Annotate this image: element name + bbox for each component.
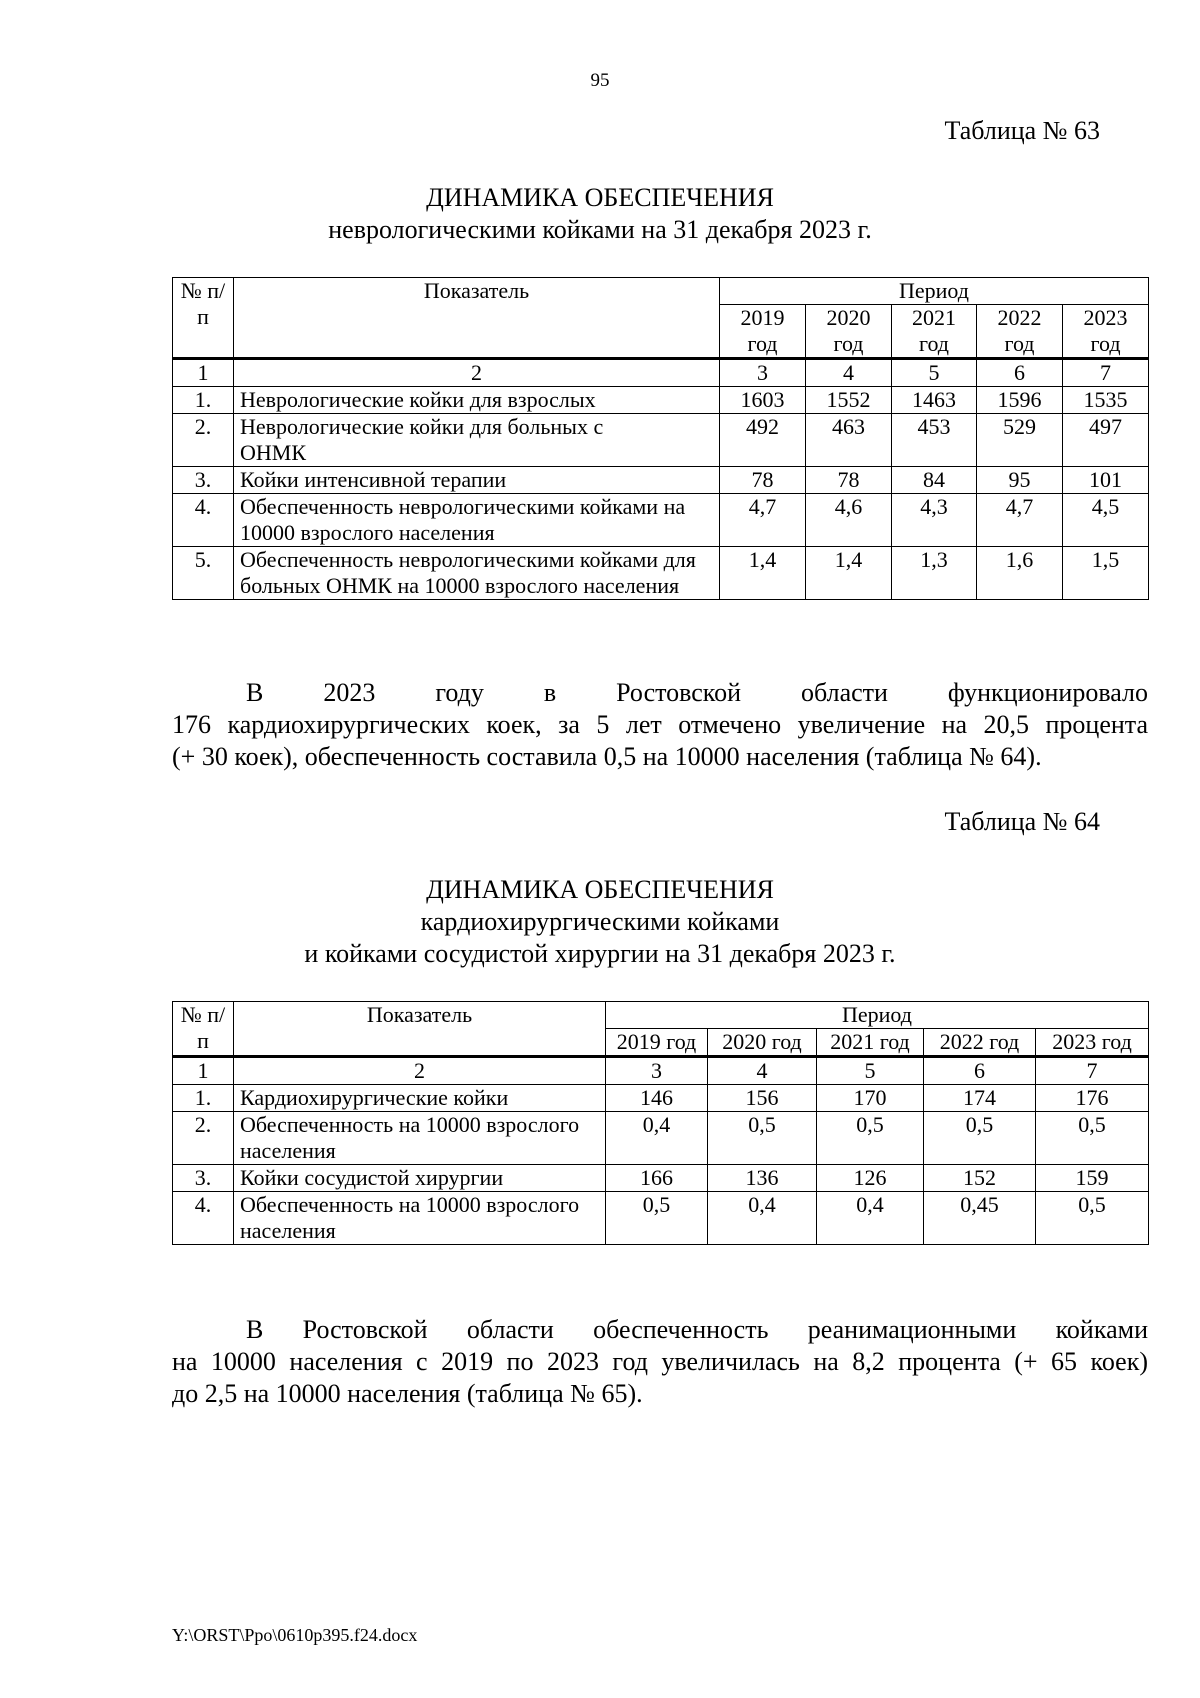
row-value: 0,5 (924, 1112, 1036, 1165)
table-header-row (173, 278, 1149, 305)
row-indicator: Неврологические койки для больных с ОНМК (234, 414, 720, 467)
header-num: № п/п (173, 1002, 234, 1057)
row-value: 170 (817, 1085, 924, 1112)
header-year: 2020 год (806, 305, 892, 359)
column-number: 1 (173, 359, 234, 387)
row-value: 1,4 (806, 547, 892, 600)
table-63-title: ДИНАМИКА ОБЕСПЕЧЕНИЯ (426, 183, 774, 212)
column-number: 4 (806, 359, 892, 387)
row-value: 0,4 (817, 1192, 924, 1245)
table-64-title: ДИНАМИКА ОБЕСПЕЧЕНИЯ (426, 875, 774, 904)
row-value: 126 (817, 1165, 924, 1192)
paragraph-line: В Ростовской области обеспеченность реанимационными койками (246, 1315, 1148, 1344)
row-value: 159 (1036, 1165, 1149, 1192)
header-year: 2019 год (720, 305, 806, 359)
row-value: 0,5 (1036, 1112, 1149, 1165)
header-year: 2021 год (892, 305, 977, 359)
row-indicator: Кардиохирургические койки (234, 1085, 606, 1112)
row-indicator: Обеспеченность неврологическими койками на 10000 взрослого населения (234, 494, 720, 547)
row-value: 136 (708, 1165, 817, 1192)
table-row (173, 387, 1149, 414)
paragraph-cardio-beds (172, 677, 1148, 773)
row-value: 101 (1063, 467, 1149, 494)
row-number: 5. (173, 547, 234, 600)
row-value: 1596 (977, 387, 1063, 414)
table-row (173, 1085, 1149, 1112)
table-header-row (173, 1002, 1149, 1029)
table-64 (172, 1001, 1149, 1245)
column-number-row (173, 1057, 1149, 1085)
paragraph-line: В 2023 году в Ростовской области функционировало (246, 678, 1148, 707)
row-value: 0,5 (606, 1192, 708, 1245)
row-indicator: Обеспеченность на 10000 взрослого населения (234, 1112, 606, 1165)
header-year: 2022 год (977, 305, 1063, 359)
row-number: 4. (173, 494, 234, 547)
row-value: 0,4 (708, 1192, 817, 1245)
column-number: 4 (708, 1057, 817, 1085)
row-value: 174 (924, 1085, 1036, 1112)
row-value: 78 (806, 467, 892, 494)
row-value: 156 (708, 1085, 817, 1112)
column-number: 5 (892, 359, 977, 387)
row-indicator: Койки сосудистой хирургии (234, 1165, 606, 1192)
table-64-subtitle: и койками сосудистой хирургии на 31 декабря 2023 г. (304, 939, 896, 968)
row-value: 4,6 (806, 494, 892, 547)
row-value: 1535 (1063, 387, 1149, 414)
row-value: 0,4 (606, 1112, 708, 1165)
header-indicator: Показатель (234, 278, 720, 359)
header-period: Период (720, 278, 1149, 305)
header-year: 2023 год (1036, 1029, 1149, 1057)
row-value: 0,5 (708, 1112, 817, 1165)
table-64-label: Таблица № 64 (944, 807, 1100, 836)
row-value: 453 (892, 414, 977, 467)
table-row (173, 1165, 1149, 1192)
column-number: 5 (817, 1057, 924, 1085)
row-indicator: Обеспеченность неврологическими койками для больных ОНМК на 10000 взрослого населения (234, 547, 720, 600)
row-value: 176 (1036, 1085, 1149, 1112)
row-value: 0,5 (817, 1112, 924, 1165)
column-number: 6 (977, 359, 1063, 387)
row-value: 1463 (892, 387, 977, 414)
header-indicator: Показатель (234, 1002, 606, 1057)
row-value: 152 (924, 1165, 1036, 1192)
row-number: 4. (173, 1192, 234, 1245)
row-value: 529 (977, 414, 1063, 467)
header-num: № п/п (173, 278, 234, 359)
row-indicator: Койки интенсивной терапии (234, 467, 720, 494)
row-value: 84 (892, 467, 977, 494)
row-value: 497 (1063, 414, 1149, 467)
row-value: 1552 (806, 387, 892, 414)
table-row (173, 414, 1149, 467)
paragraph-line: на 10000 населения с 2019 по 2023 год увеличилась на 8,2 процента (+ 65 коек) (172, 1347, 1148, 1376)
row-value: 1603 (720, 387, 806, 414)
row-value: 492 (720, 414, 806, 467)
row-number: 3. (173, 467, 234, 494)
row-value: 4,3 (892, 494, 977, 547)
row-value: 146 (606, 1085, 708, 1112)
page-number: 95 (590, 70, 610, 91)
row-value: 4,7 (977, 494, 1063, 547)
table-row (173, 494, 1149, 547)
row-value: 0,5 (1036, 1192, 1149, 1245)
paragraph-line: (+ 30 коек), обеспеченность составила 0,5 на 10000 населения (таблица № 64). (172, 742, 1042, 771)
column-number: 2 (234, 359, 720, 387)
column-number-row (173, 359, 1149, 387)
header-year: 2019 год (606, 1029, 708, 1057)
row-value: 1,6 (977, 547, 1063, 600)
table-63-label: Таблица № 63 (944, 116, 1100, 145)
paragraph-line: до 2,5 на 10000 населения (таблица № 65). (172, 1379, 643, 1408)
row-number: 3. (173, 1165, 234, 1192)
table-row (173, 1192, 1149, 1245)
row-indicator: Неврологические койки для взрослых (234, 387, 720, 414)
column-number: 1 (173, 1057, 234, 1085)
column-number: 2 (234, 1057, 606, 1085)
header-year: 2020 год (708, 1029, 817, 1057)
paragraph-icu-beds (172, 1314, 1148, 1410)
row-indicator: Обеспеченность на 10000 взрослого населения (234, 1192, 606, 1245)
header-period: Период (606, 1002, 1149, 1029)
table-63-subtitle: неврологическими койками на 31 декабря 2023 г. (328, 215, 872, 244)
file-path-footer: Y:\ORST\Ppo\0610p395.f24.docx (172, 1625, 418, 1645)
row-value: 4,5 (1063, 494, 1149, 547)
column-number: 6 (924, 1057, 1036, 1085)
column-number: 7 (1063, 359, 1149, 387)
row-number: 2. (173, 414, 234, 467)
table-row (173, 1112, 1149, 1165)
header-year: 2021 год (817, 1029, 924, 1057)
column-number: 3 (606, 1057, 708, 1085)
row-value: 1,5 (1063, 547, 1149, 600)
row-value: 1,3 (892, 547, 977, 600)
paragraph-line: 176 кардиохирургических коек, за 5 лет отмечено увеличение на 20,5 процента (172, 710, 1148, 739)
row-number: 1. (173, 387, 234, 414)
column-number: 7 (1036, 1057, 1149, 1085)
column-number: 3 (720, 359, 806, 387)
table-63 (172, 277, 1149, 600)
row-number: 1. (173, 1085, 234, 1112)
table-row (173, 547, 1149, 600)
row-value: 4,7 (720, 494, 806, 547)
row-value: 1,4 (720, 547, 806, 600)
row-value: 0,45 (924, 1192, 1036, 1245)
header-year: 2023 год (1063, 305, 1149, 359)
row-number: 2. (173, 1112, 234, 1165)
table-64-subtitle: кардиохирургическими койками (420, 907, 780, 936)
row-value: 78 (720, 467, 806, 494)
row-value: 166 (606, 1165, 708, 1192)
row-value: 463 (806, 414, 892, 467)
row-value: 95 (977, 467, 1063, 494)
table-row (173, 467, 1149, 494)
header-year: 2022 год (924, 1029, 1036, 1057)
